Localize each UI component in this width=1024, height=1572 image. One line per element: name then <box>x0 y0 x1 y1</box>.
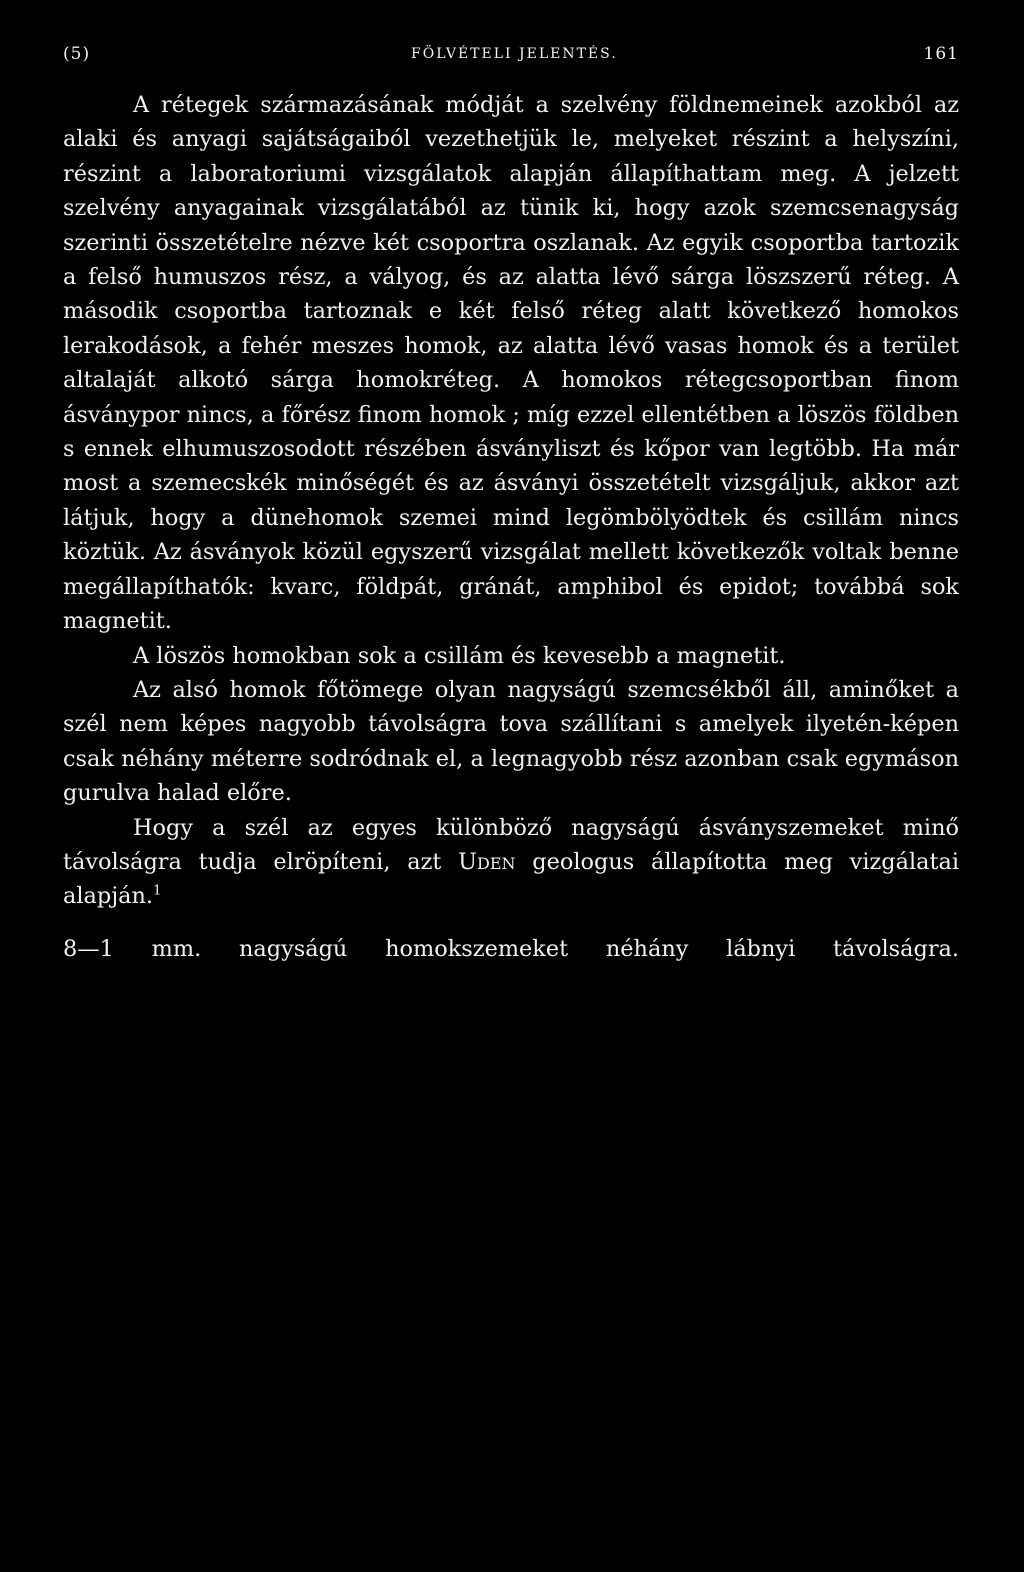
page-section-number: (5) <box>63 44 91 64</box>
table-line: 8—1 mm. nagyságú homokszemeket néhány lábnyi távolságra. <box>63 935 959 962</box>
paragraph-4-before: Hogy a szél az egyes különböző nagyságú ásványszemeket minő távolságra tudja elröpíteni, azt <box>63 814 959 875</box>
page-header <box>63 38 959 78</box>
page-number: 161 <box>923 44 959 64</box>
paragraph-2: A löszös homokban sok a csillám és kevesebb a magnetit. <box>133 642 786 669</box>
body-text <box>63 88 959 914</box>
paragraph-4 <box>63 811 959 914</box>
paragraph-3: Az alsó homok főtömege olyan nagyságú szemcsékből áll, aminőket a szél nem képes nagyobb távolságra tova szállítani s amelyek ilyetén-képen csak néhány méterre sodródnak el, a legnagyobb rész azonban csak egymáson gurulva halad előre. <box>63 676 959 807</box>
paragraph-4-after: geologus állapította meg vizgálatai alapján. <box>63 848 959 910</box>
paragraph-1: A rétegek származásának módját a szelvény földnemeinek azokból az alaki és anyagi sajátságaiból vezethetjük le, melyeket részint a helyszíni, részint a laboratoriumi vizsgálatok alapján állapíthattam meg. A jelzett szelvény anyagainak vizsgálatából az tünik ki, hogy azok szemcsenagyság szerinti összetételre nézve két csoportra oszlanak. Az egyik csoportba tartozik a felső humuszos rész, a vályog, és az alatta lévő sárga löszszerű réteg. A második csoportba tartoznak e két felső réteg alatt következő homokos lerakodások, a fehér meszes homok, az alatta lévő vasas homok és a terület altalaját alkotó sárga homokréteg. A homokos rétegcsoportban finom ásványpor nincs, a főrész finom homok ; míg ezzel ellentétben a löszös földben s ennek elhumuszosodott részében ásványliszt és kőpor van legtöbb. Ha már most a szemecskék minőségét és az ásványi összetételt vizsgáljuk, akkor azt látjuk, hogy a dünehomok szemei mind legömbölyödtek és csillám nincs köztük. Az ásványok közül egyszerű vizsgálat mellett következők voltak benne megállapíthatók: kvarc, földpát, gránát, amphibol és epidot; továbbá sok magnetit. <box>63 92 959 635</box>
document-page <box>63 38 959 966</box>
footnote-mark: 1 <box>153 883 162 899</box>
running-title: FÖLVÉTELI JELENTÉS. <box>411 46 618 62</box>
author-name: Uden <box>458 848 516 875</box>
